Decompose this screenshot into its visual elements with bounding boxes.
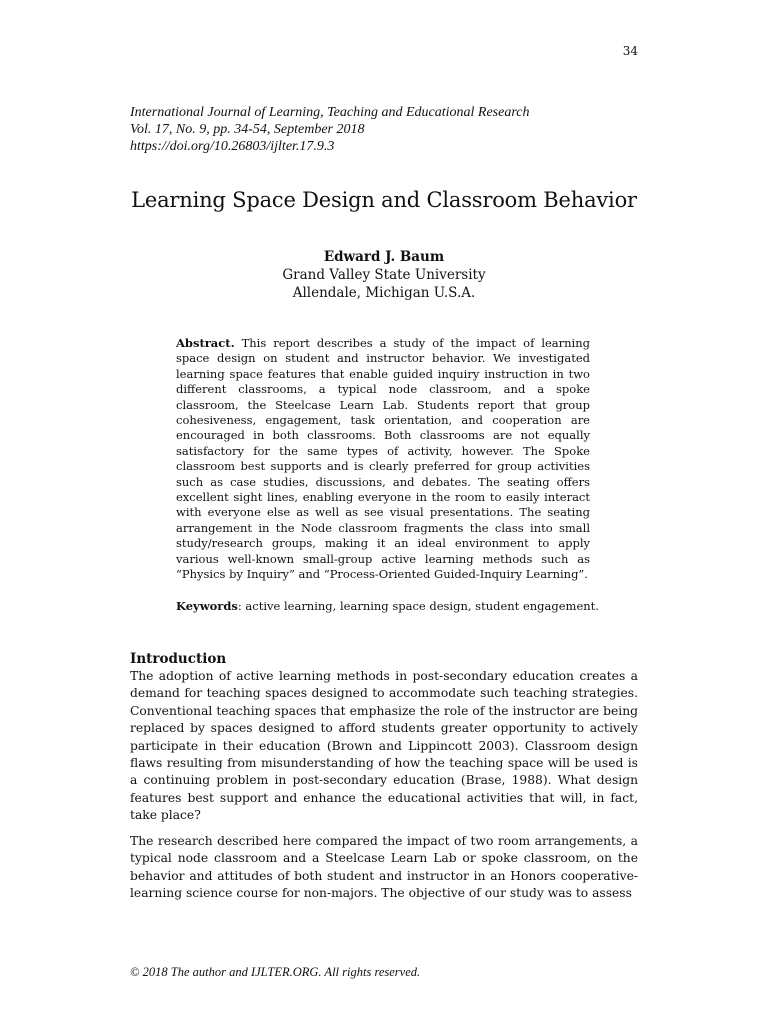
- section-heading-introduction: Introduction: [130, 651, 227, 667]
- keywords-label: Keywords: [176, 599, 238, 613]
- journal-doi[interactable]: https://doi.org/10.26803/ijlter.17.9.3: [130, 139, 335, 154]
- intro-paragraph-2: The research described here compared the impact of two room arrangements, a typical node classroom and a Steelcase Learn Lab or spoke classroom, on the behavior and attitudes of both student and instructor in an Honors cooperative-learning science course for non-majors. The objective of our study was to assess: [130, 834, 638, 901]
- keywords: [176, 599, 599, 614]
- page-number: 34: [622, 44, 638, 58]
- journal-header: [130, 104, 650, 155]
- abstract: [176, 336, 590, 583]
- journal-name: International Journal of Learning, Teaching and Educational Research: [130, 105, 530, 120]
- author-location: Allendale, Michigan U.S.A.: [292, 285, 476, 301]
- intro-paragraph-1: The adoption of active learning methods in post-secondary education creates a demand for teaching spaces designed to accommodate such teaching strategies. Conventional teaching spaces that emphasize the role of the instructor are being replaced by spaces designed to afford students greater opportunity to actively participate in their education (Brown and Lippincott 2003). Classroom design flaws resulting from misunderstanding of how the teaching space will be used is a continuing problem in post-secondary education (Brase, 1988). What design features best support and enhance the educational activities that will, in fact, take place?: [130, 669, 638, 823]
- author-name: Edward J. Baum: [323, 249, 445, 265]
- keywords-text: : active learning, learning space design, student engagement.: [237, 599, 599, 613]
- copyright-footer: © 2018 The author and IJLTER.ORG. All rights reserved.: [130, 965, 421, 979]
- abstract-label: Abstract.: [176, 336, 235, 350]
- paper-title: Learning Space Design and Classroom Behavior: [131, 188, 637, 212]
- abstract-text: This report describes a study of the impact of learning space design on student and instructor behavior. We investigated learning space features that enable guided inquiry instruction in two different classrooms, a typical node classroom, and a spoke classroom, the Steelcase Learn Lab. Students report that group cohesiveness, engagement, task orientation, and cooperation are encouraged in both classrooms. Both classrooms are not equally satisfactory for the same types of activity, however. The Spoke classroom best supports and is clearly preferred for group activities such as case studies, discussions, and debates. The seating offers excellent sight lines, enabling everyone in the room to easily interact with everyone else as well as see visual presentations. The seating arrangement in the Node classroom fragments the class into small study/research groups, making it an ideal environment to apply various well-known small-group active learning methods such as “Physics by Inquiry” and “Process-Oriented Guided-Inquiry Learning”.: [176, 336, 591, 582]
- journal-issue: Vol. 17, No. 9, pp. 34-54, September 2018: [130, 122, 365, 137]
- author-affiliation: Grand Valley State University: [282, 267, 486, 283]
- author-block: [0, 248, 768, 302]
